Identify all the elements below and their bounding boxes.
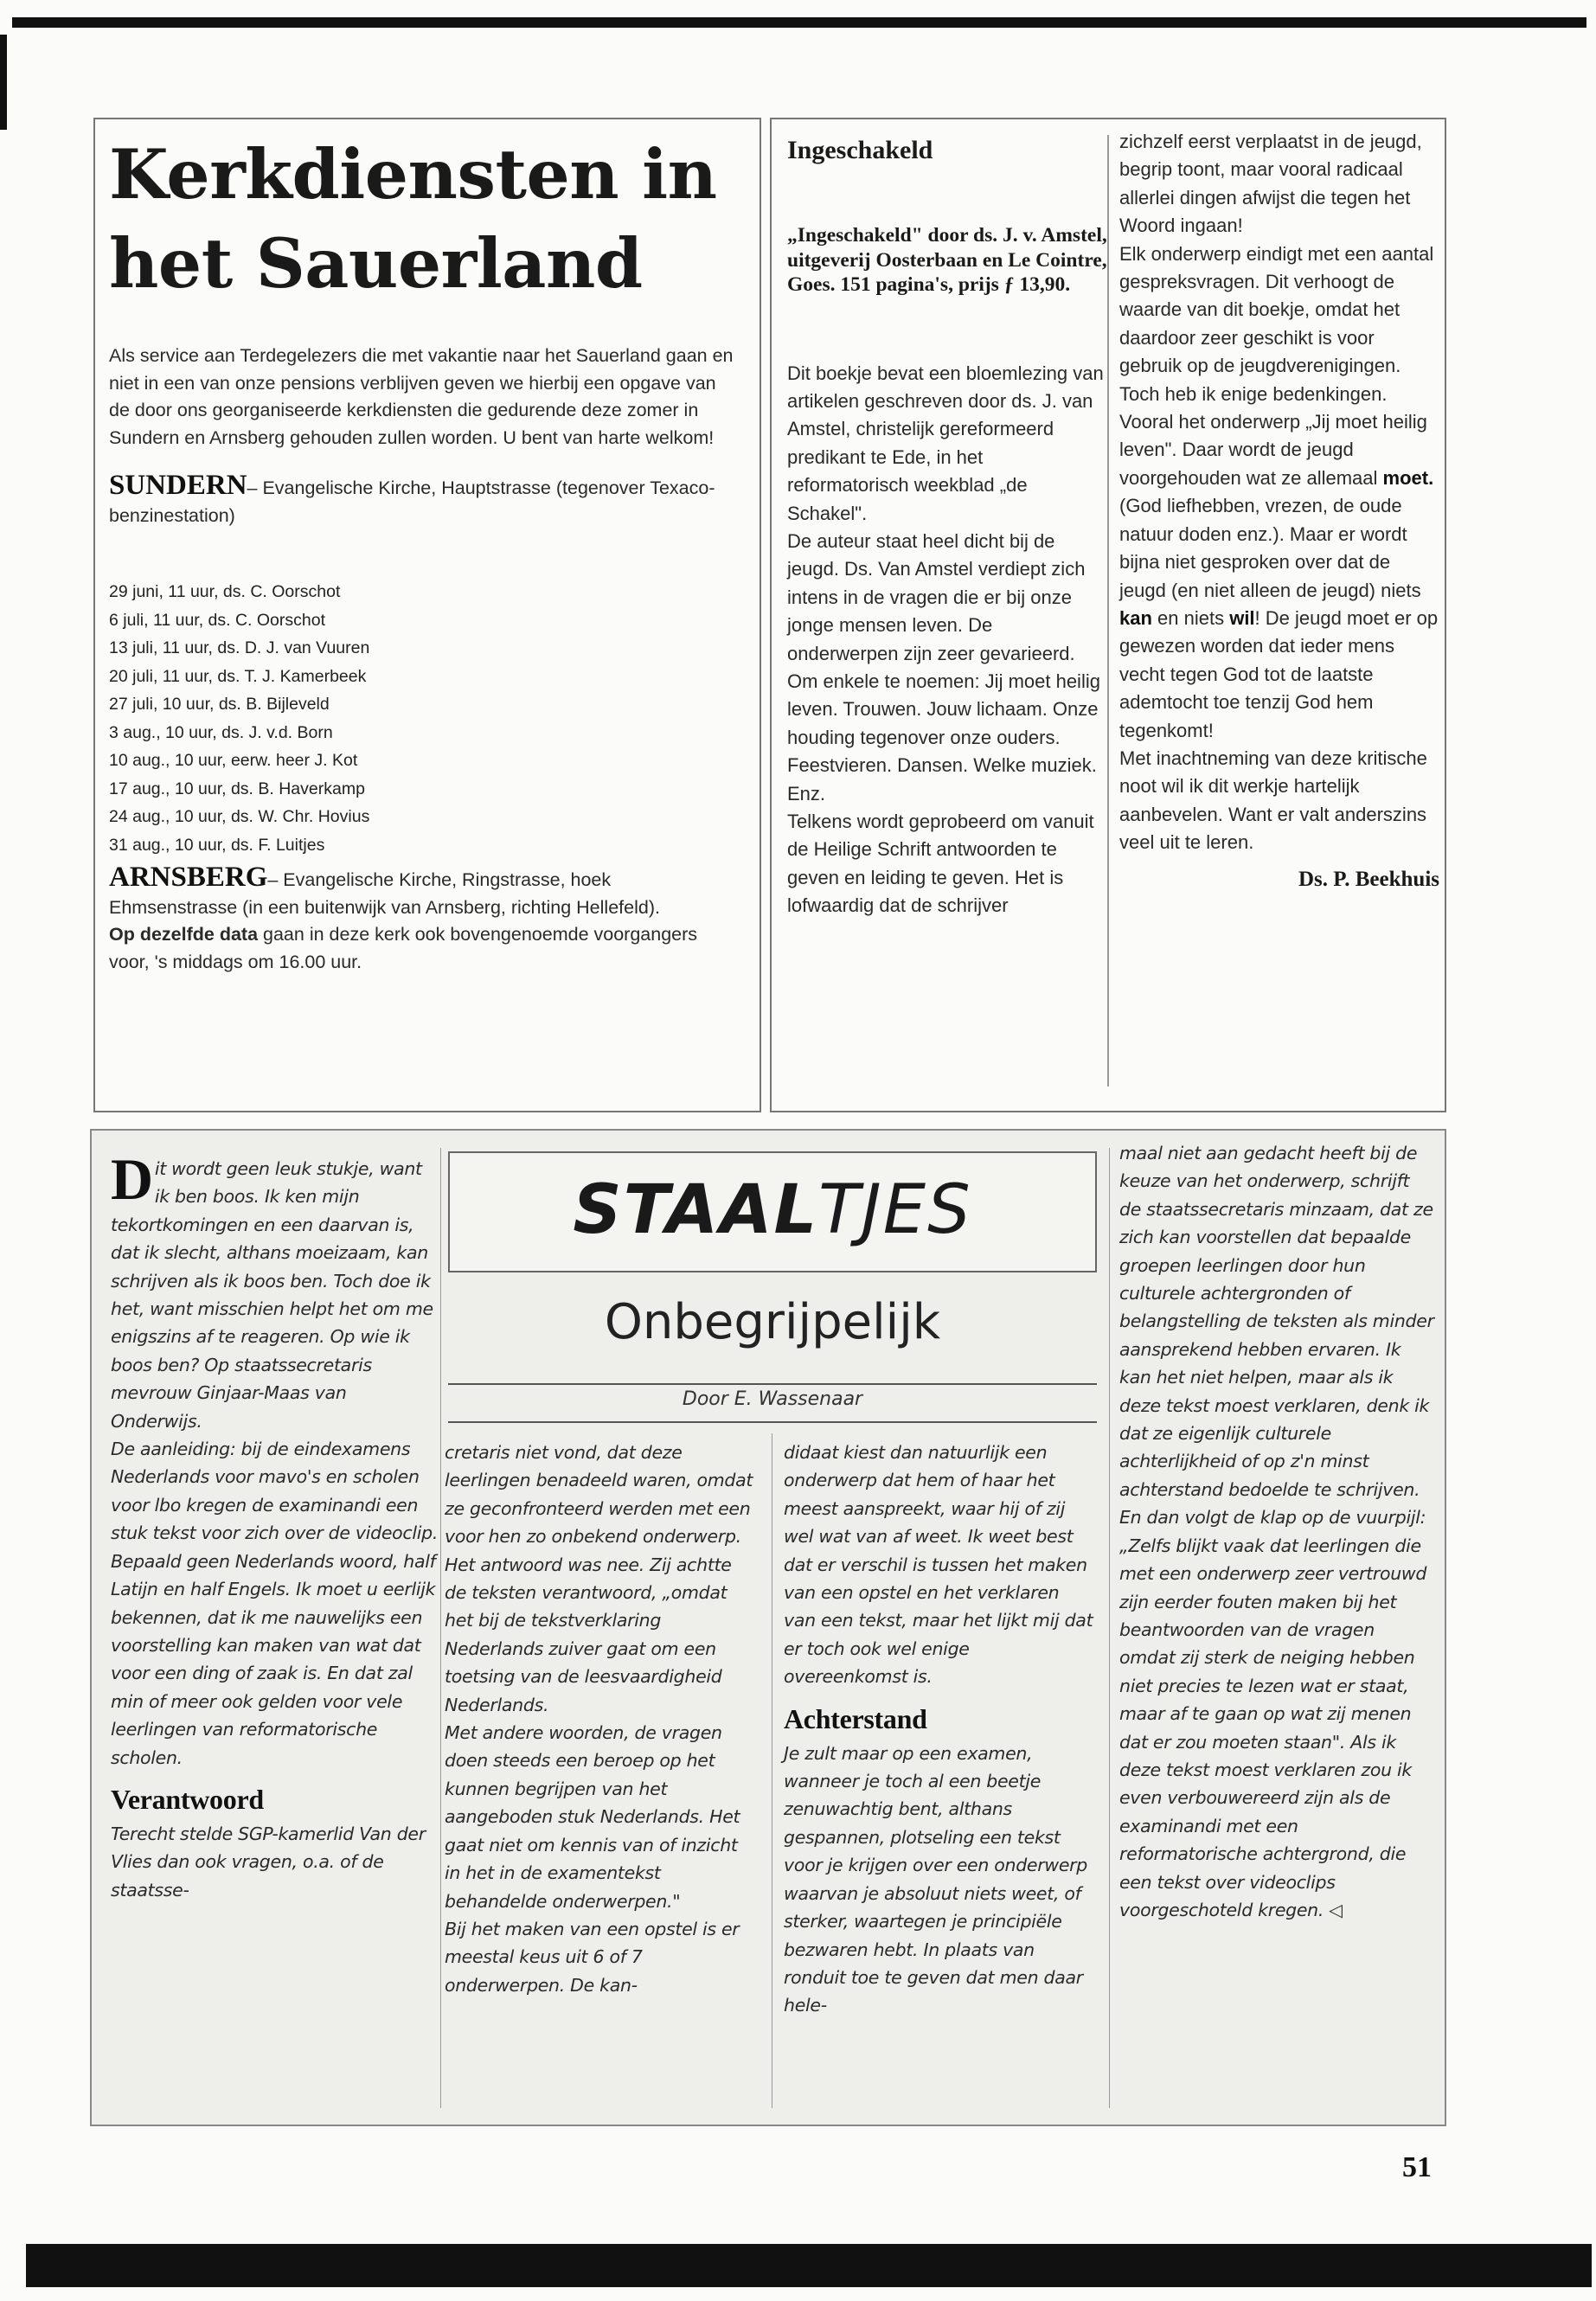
review-fragment: en niets: [1151, 606, 1230, 629]
review-paragraph: De auteur staat heel dicht bij de jeugd. Ds. Van Amstel verdiept zich intens in de vragen die er bij onze jonge mensen leven. De onderwerpen zijn zeer gevarieerd. Om enkele te noemen: Jij moet heilig leven. Trouwen. Jouw lichaam. Onze houding tegenover onze ouders. Feestvieren. Dansen. Welke muziek. Enz.: [787, 529, 1100, 804]
review-text-right: [1119, 128, 1439, 857]
article-title: Onbegrijpelijk: [604, 1294, 941, 1350]
body-paragraph: Met andere woorden, de vragen doen steeds een beroep op het kunnen begrijpen van het aangeboden stuk Nederlands. Het gaat niet om kennis van of inzicht in het in de examentekst behandelde onderwerpen.": [445, 1722, 740, 1912]
schedule-row: 29 juni, 11 uur, ds. C. Oorschot: [109, 582, 341, 601]
review-emphasis: moet.: [1382, 466, 1434, 489]
body-paragraph: Bij het maken van een opstel is er meestal keus uit 6 of 7 onderwerpen. De kan-: [445, 1918, 740, 1996]
review-signature: Ds. P. Beekhuis: [1298, 867, 1439, 891]
byline: Door E. Wassenaar: [682, 1388, 863, 1410]
kerkdiensten-body: [109, 343, 735, 976]
schedule-row: 24 aug., 10 uur, ds. W. Chr. Hovius: [109, 807, 370, 826]
schedule-row: 10 aug., 10 uur, eerw. heer J. Kot: [109, 751, 358, 770]
book-details: „Ingeschakeld" door ds. J. v. Amstel, uitgeverij Oosterbaan en Le Cointre, Goes. 151 pagina's, prijs ƒ 13,90.: [787, 224, 1107, 296]
schedule-row: 20 juli, 11 uur, ds. T. J. Kamerbeek: [109, 666, 367, 686]
body-paragraph: Terecht stelde SGP-kamerlid Van der Vlies dan ook vragen, o.a. of de staatsse-: [111, 1823, 426, 1900]
review-paragraph: Elk onderwerp eindigt met een aantal gespreksvragen. Dit verhoogt de waarde van dit boekje, omdat het daardoor zeer geschikt is voor gebruik op de jeugdverenigingen.: [1119, 242, 1434, 377]
left-edge-mark: [0, 35, 7, 130]
arnsberg-heading: ARNSBERG: [109, 862, 268, 893]
sundern-location: – Evangelische Kirche, Hauptstrasse (tegenover Texaco-benzinestation): [109, 478, 715, 526]
closing-rest: gaan in deze kerk ook bovengenoemde voorgangers voor, 's middags om 16.00 uur.: [109, 924, 698, 972]
title-rule-bottom: [448, 1421, 1097, 1423]
review-fragment: ! De jeugd moet er op gewezen worden dat ieder mens vecht tegen God tot de laatste ademtocht toe tenzij God hem tegenkomt!: [1119, 606, 1439, 741]
staaltjes-column: [90, 1129, 1446, 2126]
body-paragraph: maal niet aan gedacht heeft bij de keuze van het onderwerp, schrijft de staatssecretaris minzaam, dat ze zich kan voorstellen dat bepaalde groepen leerlingen door hun culturele achtergronden of belangstelling de teksten als minder aansprekend hebben ervaren. Ik kan het niet helpen, maar als ik deze tekst moest verklaren, denk ik dat ze eigenlijk culturele achterlijkheid of op z'n minst achterstand bedoelde te schrijven.: [1119, 1143, 1434, 1500]
staaltjes-column-4: [1119, 1139, 1435, 1924]
section-heading-verantwoord: Verantwoord: [111, 1783, 264, 1815]
column-title-box: [448, 1151, 1097, 1272]
schedule-row: 6 juli, 11 uur, ds. C. Oorschot: [109, 610, 326, 630]
review-paragraph: Dit boekje bevat een bloemlezing van artikelen geschreven door ds. J. van Amstel, christelijk gereformeerd predikant te Ede, in het reformatorisch weekblad „de Schakel".: [787, 362, 1104, 524]
schedule-row: 31 aug., 10 uur, ds. F. Luitjes: [109, 835, 325, 855]
service-schedule: [109, 578, 735, 859]
column-divider: [1109, 1148, 1110, 2108]
review-text-left: [787, 360, 1107, 920]
review-emphasis: kan: [1119, 606, 1152, 629]
top-rule: [12, 17, 1586, 28]
review-paragraph: zichzelf eerst verplaatst in de jeugd, begrip toont, maar vooral radicaal allerlei dingen afwijst die tegen het Woord ingaan!: [1119, 131, 1422, 237]
schedule-row: 27 juli, 10 uur, ds. B. Bijleveld: [109, 695, 330, 714]
kerkdiensten-closing: [109, 921, 735, 976]
body-paragraph: cretaris niet vond, dat deze leerlingen benadeeld waren, omdat ze geconfronteerd werden met een voor hen zo onbekend onderwerp. Het antwoord was nee. Zij achtte de teksten verantwoord, „omdat het bij de tekstverklaring Nederlands zuiver gaat om een toetsing van de leesvaardigheid Nederlands.: [445, 1442, 753, 1715]
staaltjes-column-2: [445, 1439, 758, 1999]
body-paragraph: Je zult maar op een examen, wanneer je toch al een beetje zenuwachtig bent, althans gespannen, plotseling een tekst voor je krijgen over een onderwerp waarvan je absoluut niets weet, of sterker, waartegen je principiële bezwaren hebt. In plaats van ronduit toe te geven dat men daar hele-: [784, 1742, 1087, 2016]
review-paragraph: Met inachtneming van deze kritische noot wil ik dit werkje hartelijk aanbevelen. Want er valt anderszins veel uit te leren.: [1119, 747, 1427, 854]
section-heading-achterstand: Achterstand: [784, 1702, 927, 1734]
body-paragraph: De aanleiding: bij de eindexamens Nederlands voor mavo's en scholen voor lbo kregen de examinandi een stuk tekst voor zich over de videoclip. Bepaald geen Nederlands woord, half Latijn en half Engels. Ik moet u eerlijk bekennen, dat ik me nauwelijks een voorstelling kan maken van wat dat voor een ding of zaak is. En dat zal min of meer ook gelden voor vele leerlingen van reformatorische scholen.: [111, 1439, 439, 1768]
review-fragment: (God liefhebben, vrezen, de oude natuur doden enz.). Maar er wordt bijna niet gesproken over dat de jeugd (en niet alleen de jeugd) niets: [1119, 495, 1421, 601]
review-emphasis: wil: [1229, 606, 1255, 629]
body-paragraph: didaat kiest dan natuurlijk een onderwerp dat hem of haar het meest aanspreekt, waar hij of zij wel wat van af weet. Ik weet best dat er verschil is tussen het maken van een opstel en het verklaren van een tekst, maar het lijkt mij dat er toch ook wel enige overeenkomst is.: [784, 1442, 1093, 1688]
opening-paragraph: [111, 1146, 439, 1435]
schedule-row: 17 aug., 10 uur, ds. B. Haverkamp: [109, 779, 365, 798]
page-number: 51: [1402, 2151, 1432, 2183]
sundern-paragraph: [109, 472, 735, 529]
body-text: it wordt geen leuk stukje, want ik ben boos. Ik ken mijn tekortkomingen en een daarvan is, dat ik slecht, althans moeizaam, kan schrijven als ik boos ben. Toch doe ik het, want misschien helpt het om me enigszins af te reageren. Op wie ik boos ben? Op staatssecretaris mevrouw Ginjaar-Maas van Onderwijs.: [111, 1158, 433, 1432]
kerkdiensten-title: Kerkdiensten in het Sauerland: [109, 134, 717, 304]
title-rule-top: [448, 1383, 1097, 1385]
review-column-left: [787, 128, 1107, 920]
staaltjes-column-3: [784, 1439, 1095, 2020]
column-divider: [1107, 135, 1109, 1086]
column-title-bold: STAAL: [573, 1171, 819, 1249]
drop-cap: D: [111, 1146, 153, 1212]
bottom-rule: [26, 2244, 1592, 2287]
column-title: [450, 1153, 1095, 1267]
schedule-row: 3 aug., 10 uur, ds. J. v.d. Born: [109, 722, 333, 742]
review-heading: Ingeschakeld: [787, 136, 933, 164]
review-fragment: Toch heb ik enige bedenkingen. Vooral het onderwerp „Jij moet heilig leven". Daar wordt de jeugd voorgehouden wat ze allemaal: [1119, 382, 1427, 489]
arnsberg-location: – Evangelische Kirche, Ringstrasse, hoek Ehmsenstrasse (in een buitenwijk van Arnsberg, richting Hellefeld).: [109, 869, 660, 918]
ingeschakeld-review: [770, 118, 1446, 1112]
schedule-row: 13 juli, 11 uur, ds. D. J. van Vuuren: [109, 638, 370, 657]
kerkdiensten-article: [93, 118, 761, 1112]
review-paragraph: [1119, 381, 1439, 745]
sundern-heading: SUNDERN: [109, 470, 247, 501]
staaltjes-column-1: [111, 1146, 439, 1904]
body-paragraph: En dan volgt de klap op de vuurpijl: „Zelfs blijkt vaak dat leerlingen die met een onderwerp zeer vertrouwd zijn eerder fouten maken bij het beantwoorden van de vragen omdat zij sterk de neiging hebben niet precies te lezen wat er staat, maar af te gaan op wat zij menen dat er zou moeten staan". Als ik deze tekst moest verklaren zou ik even verbouwereerd zijn als de examinandi met een reformatorische achtergrond, die een tekst over videoclips voorgeschoteld kregen. ◁: [1119, 1507, 1427, 1920]
column-title-rest: TJES: [818, 1171, 972, 1249]
review-paragraph: Telkens wordt geprobeerd om vanuit de Heilige Schrift antwoorden te geven en leiding te geven. Het is lofwaardig dat de schrijver: [787, 811, 1094, 917]
closing-bold: Op dezelfde data: [109, 924, 259, 945]
review-column-right: [1119, 128, 1439, 892]
column-divider: [440, 1148, 441, 2108]
kerkdiensten-intro: Als service aan Terdegelezers die met vakantie naar het Sauerland gaan en niet in een van onze pensions verblijven geven we hierbij een opgave van de door ons georganiseerde kerkdiensten die gedurende deze zomer in Sundern en Arnsberg gehouden zullen worden. U bent van harte welkom!: [109, 345, 734, 448]
arnsberg-paragraph: [109, 864, 735, 921]
